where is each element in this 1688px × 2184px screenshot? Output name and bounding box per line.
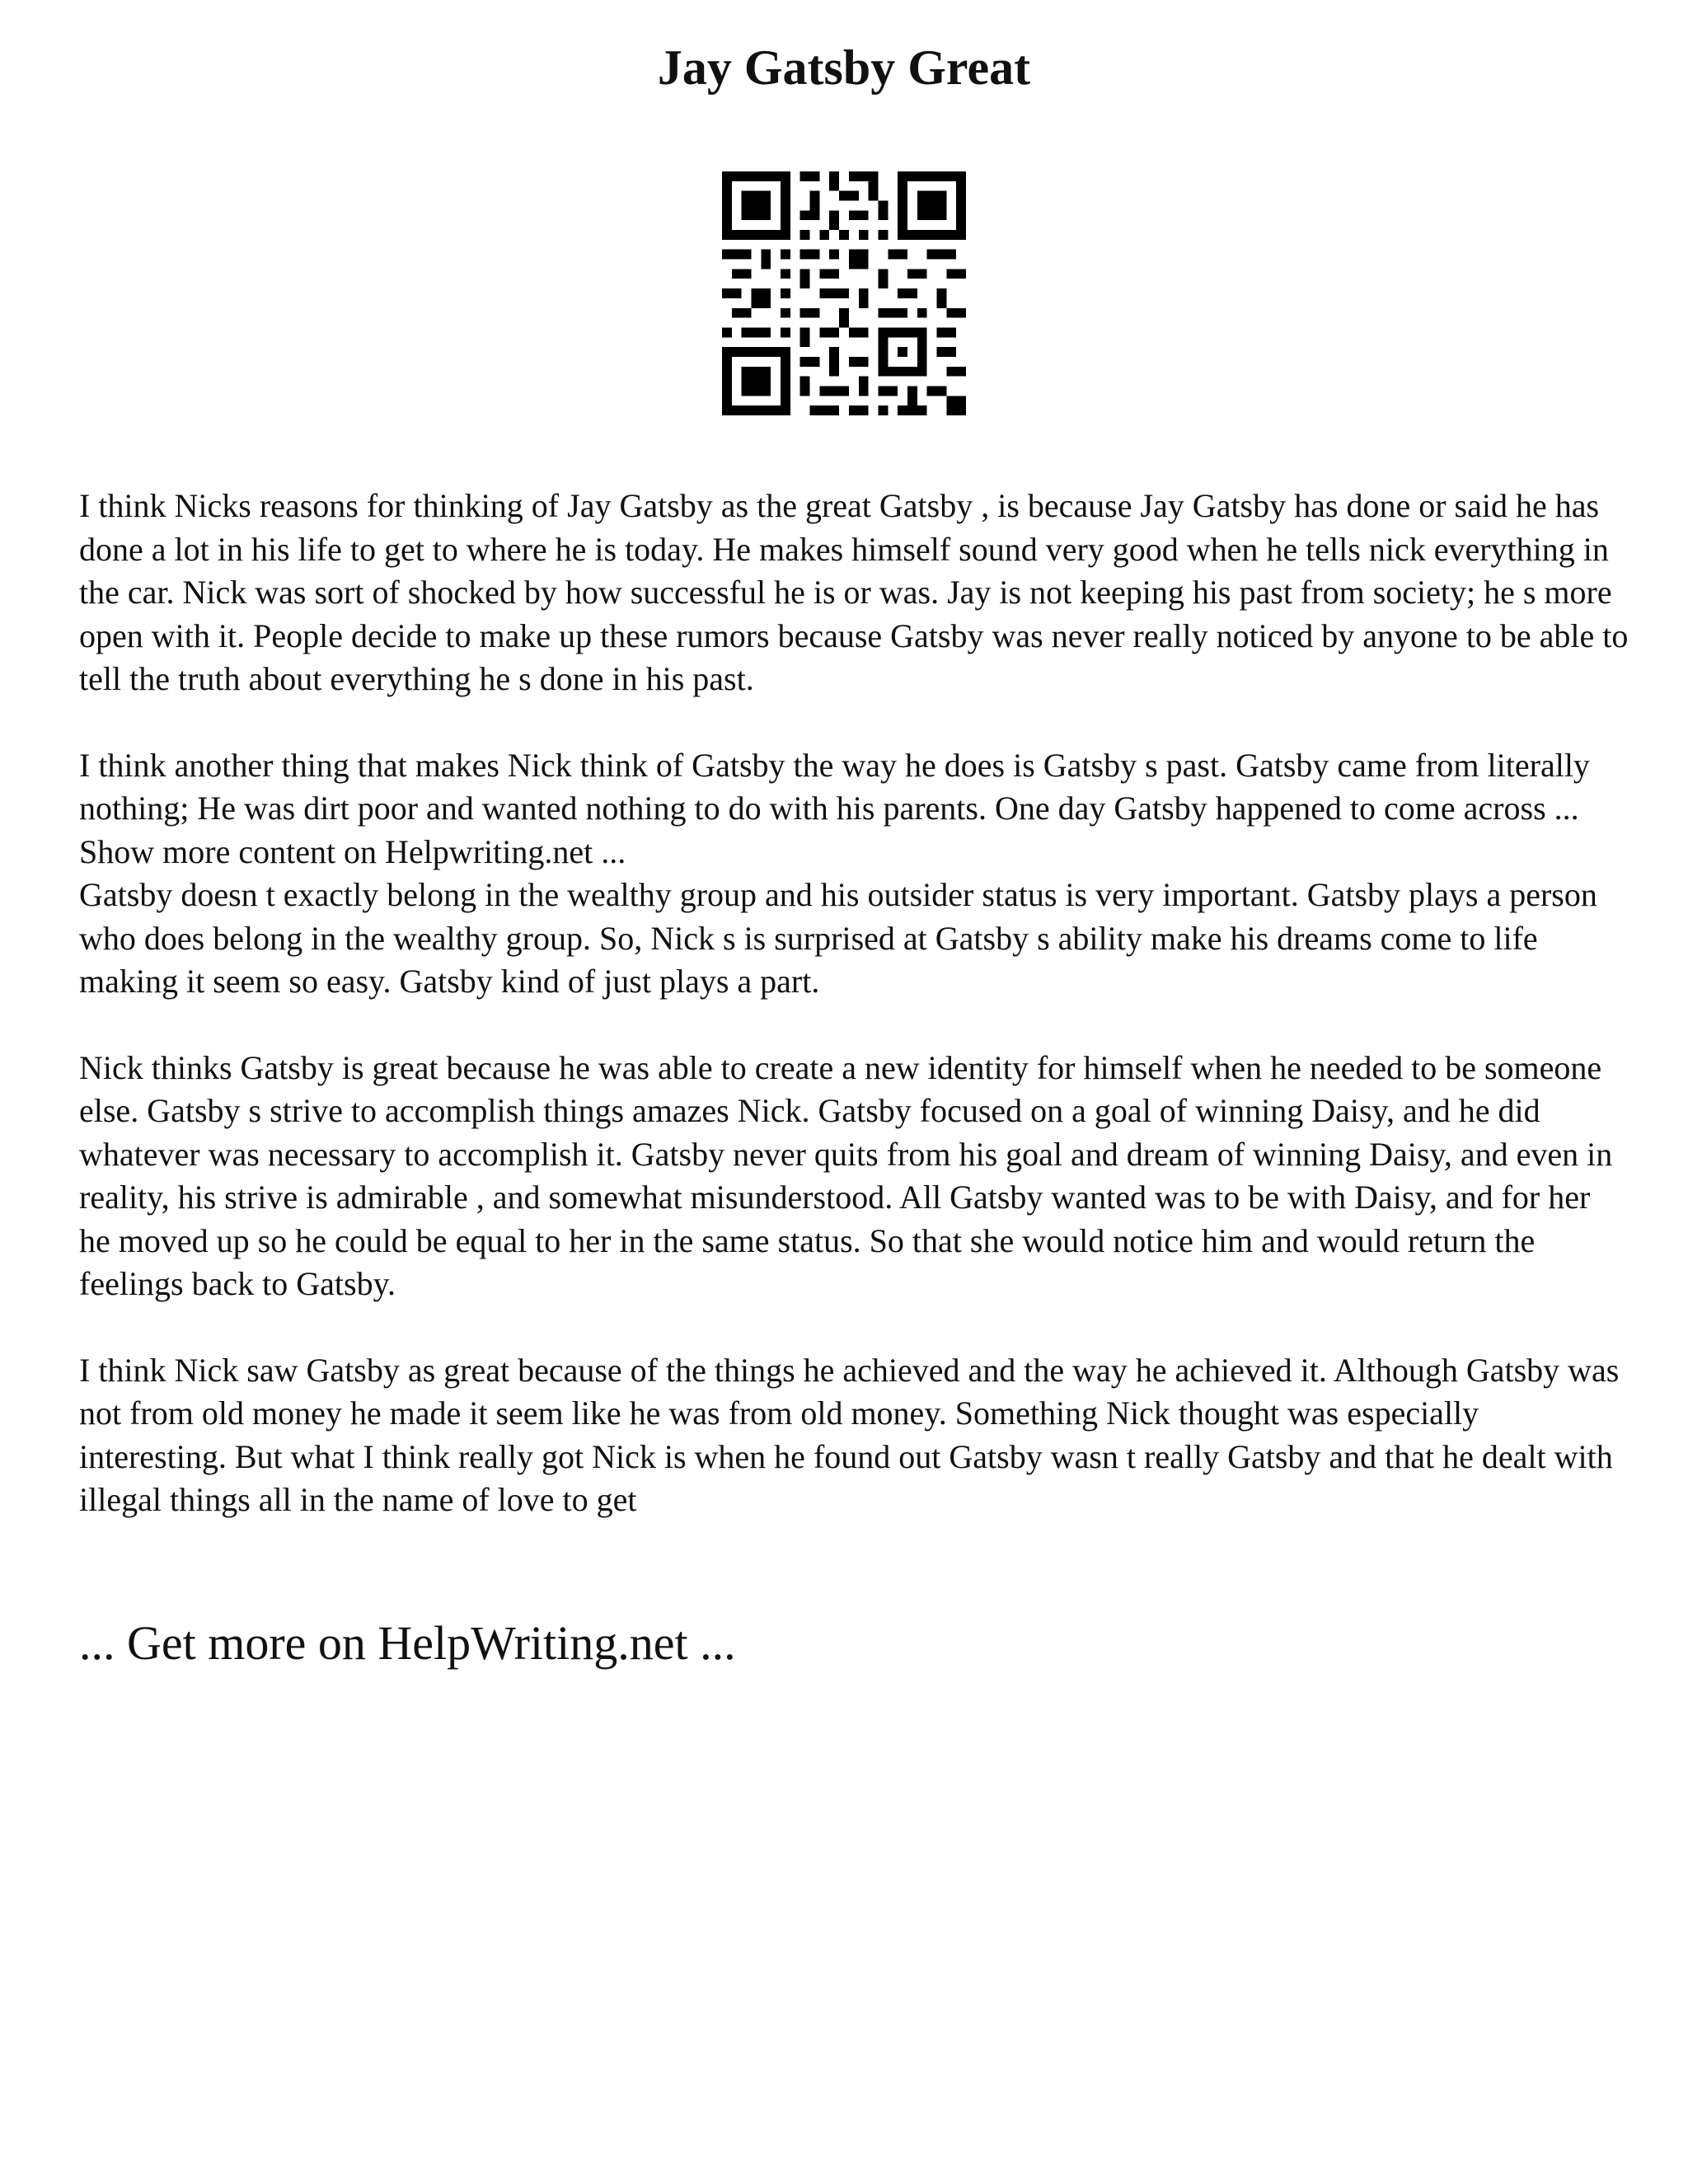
paragraph-5: I think Nick saw Gatsby as great because of the things he achieved and the way he achieved it. Although Gatsby was not from old money he made it seem like he was from old money. Something Nick thought was especially interesting. But what I think really got Nick is when he found out Gatsby wasn t really Gatsby and that he dealt with illegal things all in the name of love to get <box>79 1351 1620 1518</box>
paragraph-2: I think another thing that makes Nick think of Gatsby the way he does is Gatsby s past. Gatsby came from literally nothing; He was dirt poor and wanted nothing to do with his parents. One day Gatsby happened to come across ... Show more content on Helpwriting.net ... <box>79 746 1590 870</box>
paragraph-1: I think Nicks reasons for thinking of Jay Gatsby as the great Gatsby , is because Jay Gatsby has done or said he has done a lot in his life to get to where he is today. He makes himself sound very good when he tells nick everything in the car. Nick was sort of shocked by how successful he is or was. Jay is not keeping his past from society; he s more open with it. People decide to make up these rumors because Gatsby was never really noticed by anyone to be able to tell the truth about everything he s done in his past. <box>79 487 1629 697</box>
document-title: Jay Gatsby Great <box>657 40 1031 95</box>
paragraph-4: Nick thinks Gatsby is great because he was able to create a new identity for himself when he needed to be someone else. Gatsby s strive to accomplish things amazes Nick. Gatsby focused on a goal of winning Daisy, and he did whatever was necessary to accomplish it. Gatsby never quits from his goal and dream of winning Daisy, and even in reality, his strive is admirable , and somewhat misunderstood. All Gatsby wanted was to be with Daisy, and for her he moved up so he could be equal to her in the same status. So that she would notice him and would return the feelings back to Gatsby. <box>79 1048 1613 1302</box>
document-body <box>79 485 1629 1565</box>
get-more-link[interactable]: ... Get more on HelpWriting.net ... <box>79 1616 736 1670</box>
qr-code-icon <box>722 171 966 415</box>
paragraph-3: Gatsby doesn t exactly belong in the wealthy group and his outsider status is very important. Gatsby plays a person who does belong in the wealthy group. So, Nick s is surprised at Gatsby s ability make his dreams come to life making it seem so easy. Gatsby kind of just plays a part. <box>79 876 1597 1000</box>
